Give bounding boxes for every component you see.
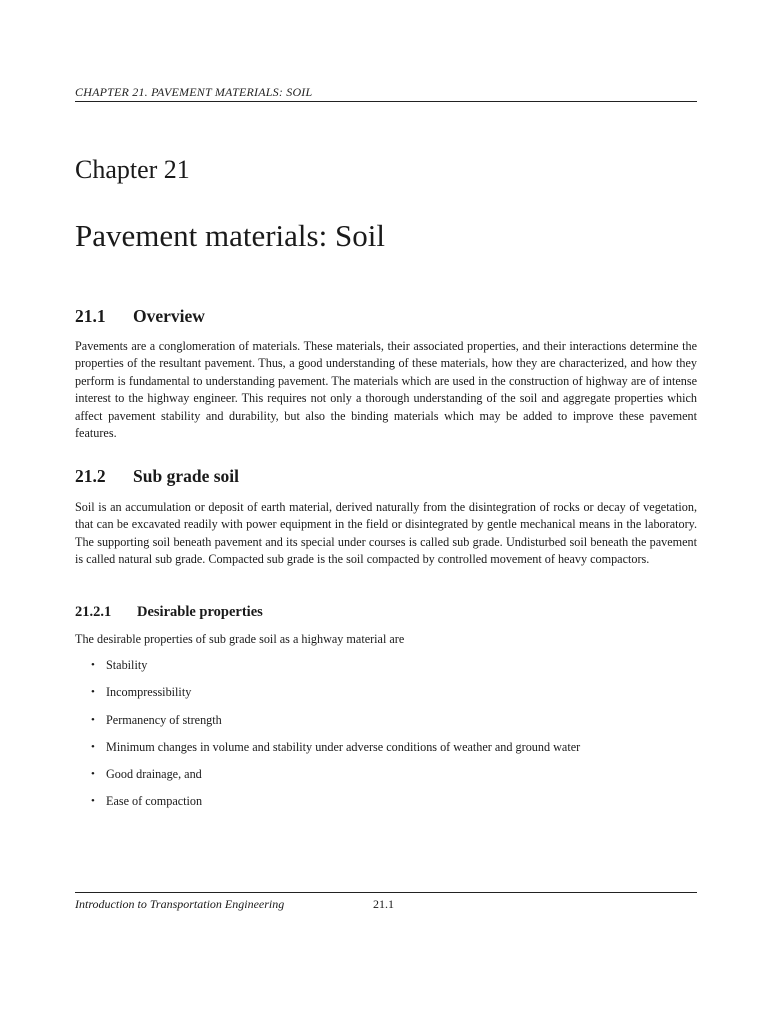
subsection-title: Desirable properties xyxy=(137,604,263,620)
section-number: 21.1 xyxy=(75,306,106,326)
bullet-icon: • xyxy=(91,795,95,808)
bullet-icon: • xyxy=(91,713,95,726)
section-heading-overview xyxy=(75,306,205,327)
subsection-heading-desirable-properties xyxy=(75,604,263,621)
desirable-properties-intro: The desirable properties of sub grade soil as a highway material are xyxy=(75,632,405,646)
list-item xyxy=(75,684,697,711)
list-item xyxy=(75,657,697,684)
section-title: Overview xyxy=(133,306,205,326)
list-item-text: Permanency of strength xyxy=(106,712,222,727)
list-item-text: Stability xyxy=(106,658,148,672)
bullet-icon: • xyxy=(91,768,95,781)
section-title: Sub grade soil xyxy=(133,466,239,486)
header-rule xyxy=(75,101,697,102)
desirable-properties-list xyxy=(75,657,697,821)
overview-paragraph: Pavements are a conglomeration of materials. These materials, their associated properties, and their interactions determine the properties of the resultant pavement. Thus, a good understanding of these materials, how they are characterized, and how they perform is fundamental to understanding pavement. The materials which are used in the construction of highway are of intense interest to the highway engineer. This requires not only a thorough understanding of the soil and aggregate properties which affect pavement stability and durability, but also the binding materials which may be added to improve these pavement features. xyxy=(75,339,697,441)
list-item xyxy=(75,712,697,739)
page-number: 21.1 xyxy=(373,897,394,911)
bullet-icon: • xyxy=(91,659,95,671)
list-item-text: Good drainage, and xyxy=(106,767,202,782)
sub-grade-paragraph: Soil is an accumulation or deposit of earth material, derived naturally from the disintegration of rocks or decay of vegetation, that can be excavated readily with power equipment in the field or disintegrated by gentle mechanical means in the laboratory. The supporting soil beneath pavement and its special under courses is called sub grade. Undisturbed soil beneath the pavement is called natural sub grade. Compacted sub grade is the soil compacted by controlled movement of heavy compactors. xyxy=(75,500,697,567)
running-header: CHAPTER 21. PAVEMENT MATERIALS: SOIL xyxy=(75,85,313,99)
bullet-icon: • xyxy=(91,740,95,753)
subsection-number: 21.2.1 xyxy=(75,604,112,620)
chapter-label: Chapter 21 xyxy=(75,155,190,184)
footer-book-title: Introduction to Transportation Engineering xyxy=(75,897,285,911)
section-heading-sub-grade-soil xyxy=(75,466,239,487)
document-page xyxy=(75,0,697,1024)
bullet-icon: • xyxy=(91,686,95,699)
list-item xyxy=(75,766,697,793)
list-item-text: Minimum changes in volume and stability under adverse conditions of weather and ground water xyxy=(106,739,581,754)
list-item-text: Ease of compaction xyxy=(106,794,203,809)
footer-rule xyxy=(75,892,697,893)
list-item-text: Incompressibility xyxy=(106,685,192,700)
list-item xyxy=(75,793,697,820)
list-item xyxy=(75,739,697,766)
section-number: 21.2 xyxy=(75,466,106,486)
chapter-title: Pavement materials: Soil xyxy=(75,218,385,253)
